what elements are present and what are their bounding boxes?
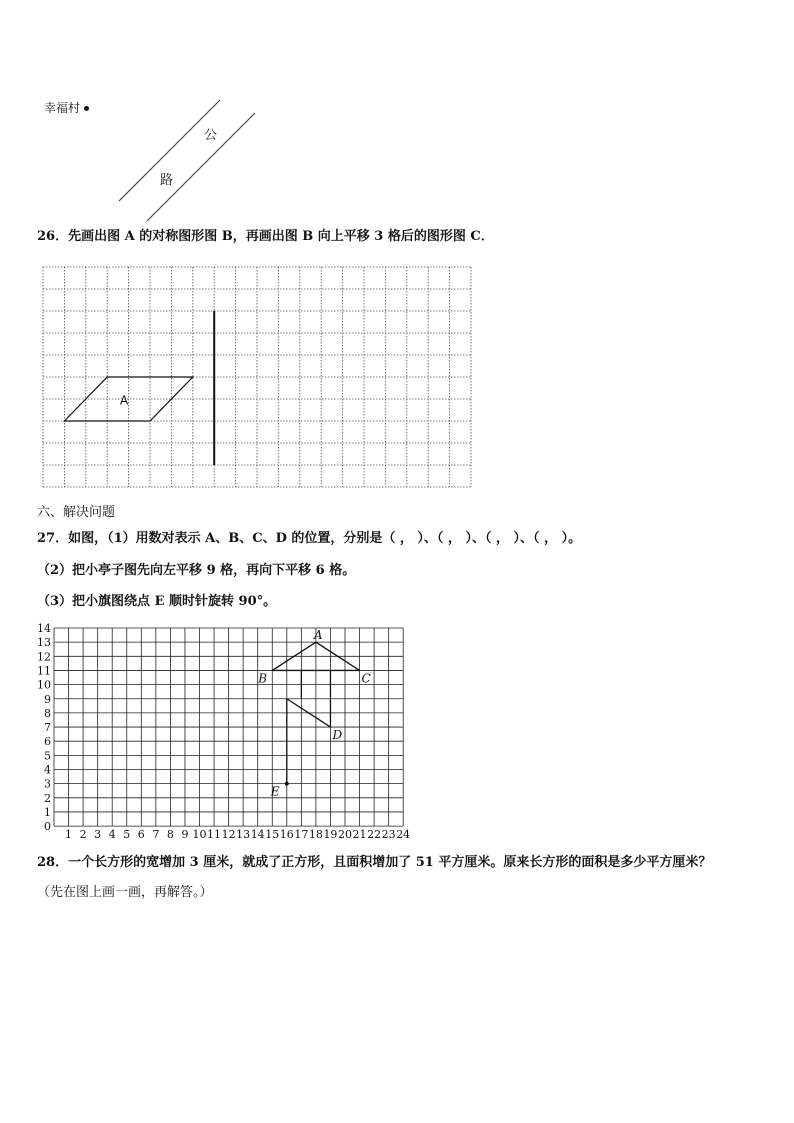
point-label-c: C — [361, 671, 371, 686]
road-char-lu: 路 — [160, 173, 174, 188]
road-diagram — [110, 95, 270, 230]
y-tick-label: 12 — [37, 650, 51, 664]
x-tick-label: 4 — [108, 828, 116, 842]
q27-line2: （2）把小亭子图先向左平移 9 格，再向下平移 6 格。 — [37, 563, 356, 578]
x-tick-label: 24 — [396, 828, 411, 842]
x-tick-label: 5 — [123, 828, 131, 842]
q27-grid — [30, 622, 410, 844]
x-tick-label: 7 — [152, 828, 160, 842]
q26-text: 26．先画出图 A 的对称图形图 B，再画出图 B 向上平移 3 格后的图形图 C． — [37, 229, 494, 244]
road-char-gong: 公 — [204, 128, 218, 143]
y-tick-label: 11 — [37, 664, 51, 678]
y-tick-label: 9 — [44, 692, 51, 706]
y-tick-label: 5 — [44, 749, 51, 763]
x-tick-label: 21 — [352, 828, 367, 842]
y-tick-label: 6 — [44, 735, 51, 749]
x-tick-label: 17 — [294, 828, 309, 842]
x-tick-label: 6 — [137, 828, 145, 842]
x-tick-label: 9 — [181, 828, 189, 842]
x-tick-label: 20 — [338, 828, 352, 842]
y-tick-label: 4 — [44, 763, 51, 777]
y-tick-label: 0 — [44, 820, 51, 834]
q28-line2: （先在图上画一画，再解答。） — [37, 885, 213, 900]
x-tick-label: 2 — [79, 828, 87, 842]
q27-line3: （3）把小旗图绕点 E 顺时针旋转 90°。 — [37, 594, 277, 609]
y-tick-label: 1 — [44, 805, 51, 819]
village-name: 幸福村 — [44, 101, 81, 115]
x-tick-label: 15 — [265, 828, 280, 842]
x-tick-label: 12 — [221, 828, 236, 842]
section6-heading: 六、解决问题 — [37, 505, 116, 520]
x-tick-label: 3 — [94, 828, 102, 842]
village-dot-icon — [84, 106, 89, 111]
x-tick-label: 11 — [207, 828, 222, 842]
y-tick-label: 8 — [44, 706, 51, 720]
x-tick-label: 16 — [279, 828, 294, 842]
x-tick-label: 18 — [308, 828, 323, 842]
y-tick-label: 14 — [37, 622, 51, 635]
y-tick-label: 2 — [44, 791, 51, 805]
y-tick-label: 10 — [37, 678, 51, 692]
x-tick-label: 8 — [166, 828, 174, 842]
y-tick-label: 13 — [37, 636, 51, 650]
village-label — [44, 99, 89, 116]
point-label-e: E — [270, 784, 280, 799]
point-label-d: D — [332, 728, 343, 743]
point-label-a: A — [313, 628, 323, 643]
x-tick-label: 23 — [381, 828, 396, 842]
x-tick-label: 19 — [323, 828, 338, 842]
x-tick-label: 10 — [192, 828, 207, 842]
x-tick-label: 13 — [236, 828, 251, 842]
point-label-b: B — [258, 671, 268, 686]
shape-a-label: A — [120, 393, 129, 408]
y-tick-label: 7 — [44, 721, 51, 735]
q26-grid — [42, 266, 472, 488]
x-tick-label: 22 — [367, 828, 382, 842]
q28-line1: 28．一个长方形的宽增加 3 厘米，就成了正方形，且面积增加了 51 平方厘米。原来长方形的面积是多少平方厘米？ — [37, 855, 712, 870]
y-tick-label: 3 — [44, 777, 51, 791]
x-tick-label: 1 — [65, 828, 73, 842]
x-tick-label: 14 — [250, 828, 265, 842]
point-e-dot — [285, 782, 289, 786]
q27-line1: 27．如图，（1）用数对表示 A、B、C、D 的位置，分别是（ ， ）、（ ， ）、（ ， ）、（ ， ）。 — [37, 531, 582, 546]
